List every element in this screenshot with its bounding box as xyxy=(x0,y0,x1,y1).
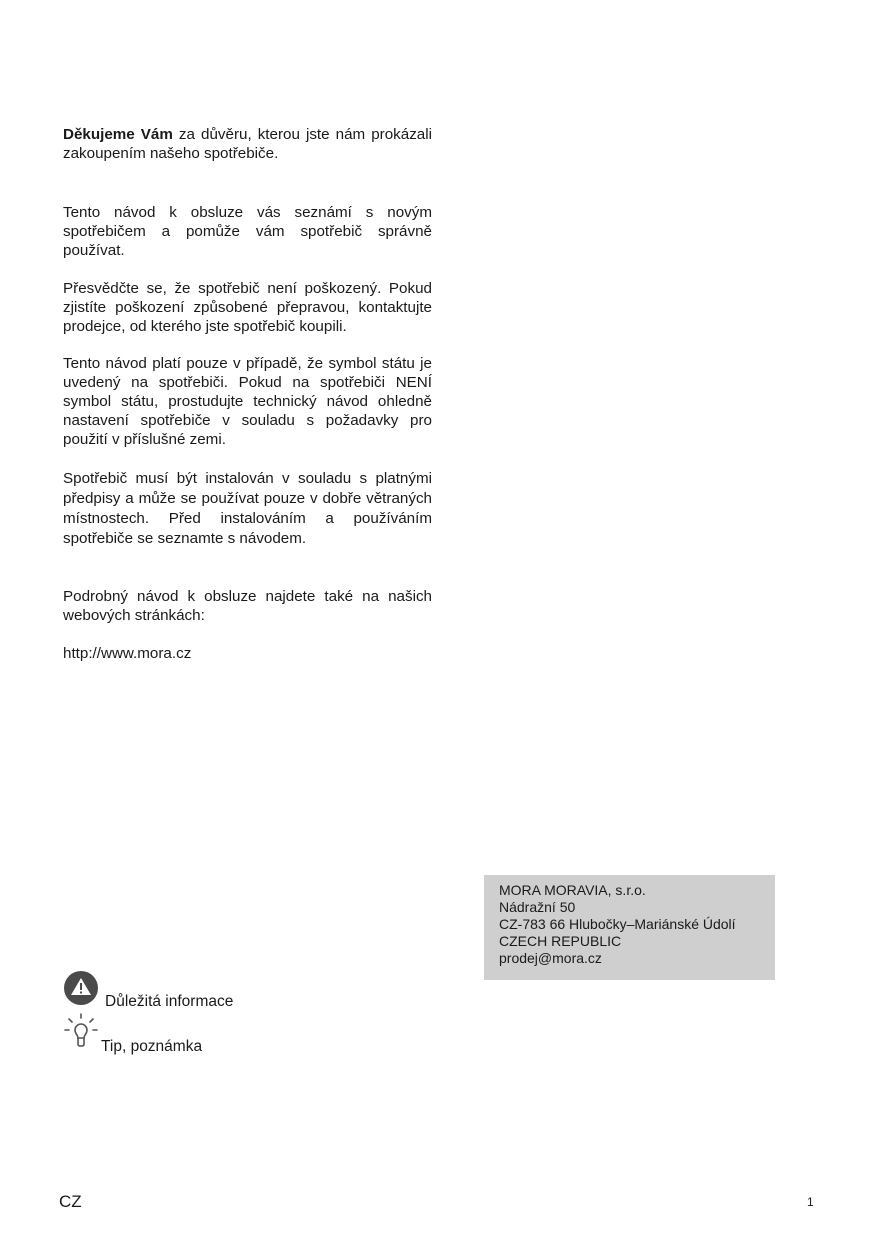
intro-paragraph xyxy=(63,125,432,163)
intro-text: za důvěru, kterou jste nám prokázali zakoupením našeho spotřebiče. xyxy=(63,126,433,162)
warning-icon xyxy=(63,970,99,1006)
paragraph-installation xyxy=(63,469,432,549)
warning-label: Důležitá informace xyxy=(105,993,234,1010)
paragraph-text: Podrobný návod k obsluze najdete také na našich webových stránkách: xyxy=(63,588,432,624)
lightbulb-icon xyxy=(63,1013,99,1051)
address-city: CZ-783 66 Hlubočky–Mariánské Údolí xyxy=(499,916,736,932)
address-email[interactable]: prodej@mora.cz xyxy=(499,950,602,966)
paragraph-web-manual xyxy=(63,587,432,625)
address-country: CZECH REPUBLIC xyxy=(499,933,622,949)
paragraph-text: Spotřebič musí být instalován v souladu s platnými předpisy a může se používat pouze v dobře větraných místnostech. Před instalováním a používáním spotřebiče se seznamte s návodem. xyxy=(63,470,432,547)
address-box xyxy=(484,875,775,980)
paragraph-text: Tento návod platí pouze v případě, že symbol státu je uvedený na spotřebiči. Pokud na spotřebiči NENÍ symbol státu, prostudujte technický návod ohledně nastavení spotřebiče v souladu s požadavky pro použití v příslušné zemi. xyxy=(63,355,432,448)
page-number: 1 xyxy=(807,1195,814,1209)
intro-bold-text: Děkujeme Vám xyxy=(63,126,173,143)
paragraph-damage-check xyxy=(63,279,432,336)
website-url[interactable]: http://www.mora.cz xyxy=(63,645,192,662)
paragraph-text: Tento návod k obsluze vás seznámí s novým spotřebičem a pomůže vám spotřebič správně používat. xyxy=(63,204,432,259)
address-company: MORA MORAVIA, s.r.o. xyxy=(499,882,646,898)
paragraph-manual-intro xyxy=(63,203,432,260)
paragraph-text: Přesvědčte se, že spotřebič není poškozený. Pokud zjistíte poškození způsobené přepravou, kontaktujte prodejce, od kterého jste spotřebič koupili. xyxy=(63,280,432,335)
footer-language: CZ xyxy=(59,1192,82,1211)
website-link[interactable] xyxy=(63,644,432,663)
paragraph-country-symbol xyxy=(63,354,432,449)
address-street: Nádražní 50 xyxy=(499,899,576,915)
tip-label: Tip, poznámka xyxy=(101,1038,203,1055)
